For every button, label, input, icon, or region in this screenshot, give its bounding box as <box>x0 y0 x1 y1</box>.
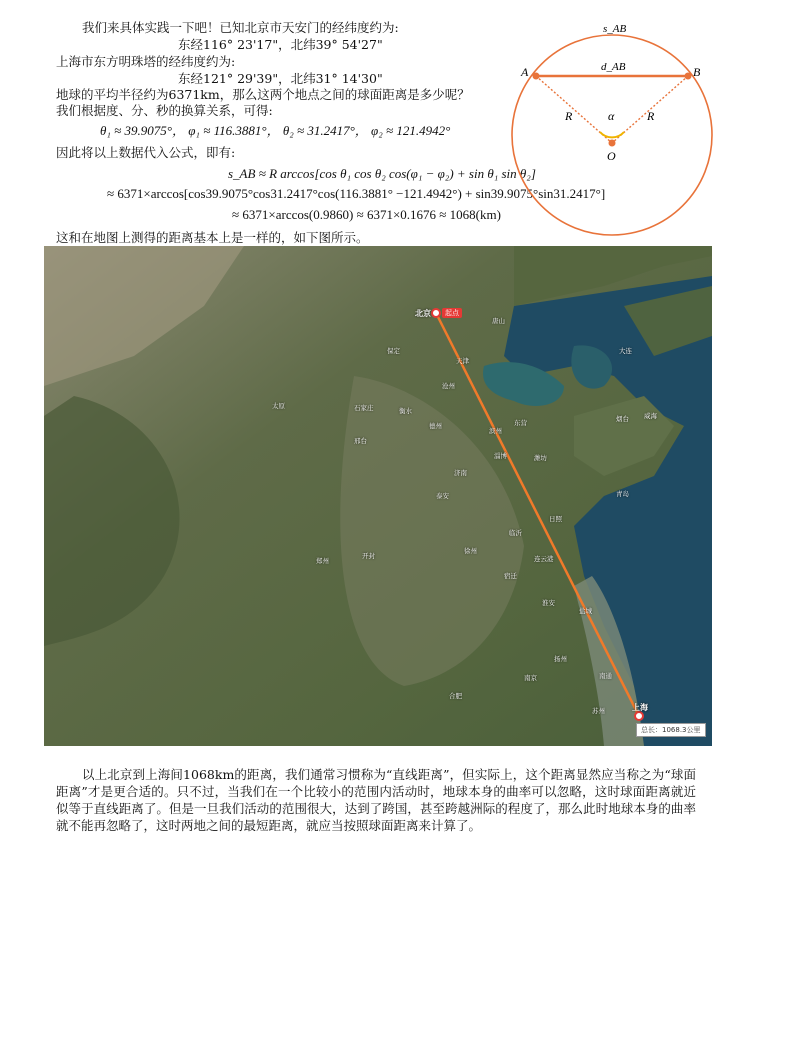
distance-badge: 总长：1068.3公里 <box>636 723 706 737</box>
city-label: 衡水 <box>399 407 412 415</box>
city-label: 威海 <box>644 412 657 420</box>
point-o <box>609 140 616 147</box>
formula-line-1: s_AB ≈ R arccos[cos θ₁ cos θ₂ cos(φ₁ − φ₂) + sin θ₁ sin θ₂] <box>228 166 536 181</box>
city-label: 潍坊 <box>534 454 547 462</box>
city-label: 淮安 <box>542 599 555 607</box>
sphere-distance-diagram <box>505 18 720 238</box>
intro-line-8: 因此将以上数据代入公式，即有: <box>56 145 236 160</box>
city-label: 德州 <box>429 422 442 430</box>
start-marker <box>432 309 440 317</box>
beijing-label: 北京 <box>415 309 431 318</box>
intro-line-12: 这和在地图上测得的距离基本上是一样的，如下图所示。 <box>56 230 369 245</box>
city-label: 开封 <box>362 552 375 560</box>
label-dab: d_AB <box>601 61 626 73</box>
city-label: 滨州 <box>489 427 502 435</box>
beijing-coordinates: 东经116° 23'17"，北纬39° 54'27" <box>178 37 383 52</box>
city-label: 宿迁 <box>504 572 517 580</box>
converted-values: θ₁ ≈ 39.9075°， φ₁ ≈ 116.3881°， θ₂ ≈ 31.2417°， φ₂ ≈ 121.4942° <box>100 123 451 138</box>
city-label: 青岛 <box>616 490 629 498</box>
city-label: 泰安 <box>436 492 449 500</box>
city-label: 大连 <box>619 347 632 355</box>
city-label: 合肥 <box>449 692 462 700</box>
city-label: 南京 <box>524 674 537 682</box>
city-label: 邢台 <box>354 437 367 445</box>
label-r-left: R <box>565 109 573 123</box>
city-label: 石家庄 <box>354 404 374 412</box>
label-r-right: R <box>647 109 655 123</box>
intro-line-6: 我们根据度、分、秒的换算关系，可得: <box>56 103 273 118</box>
city-label: 济南 <box>454 469 467 477</box>
city-label: 临沂 <box>509 529 522 537</box>
city-label: 沧州 <box>442 382 455 390</box>
intro-line-3: 上海市东方明珠塔的经纬度约为: <box>56 54 236 69</box>
city-label: 东营 <box>514 419 527 427</box>
satellite-map <box>44 246 712 746</box>
city-label: 盐城 <box>579 607 592 615</box>
label-o: O <box>607 149 616 163</box>
city-label: 日照 <box>549 515 562 523</box>
start-badge: 起点 <box>442 308 462 318</box>
city-label: 唐山 <box>492 317 505 325</box>
city-label: 苏州 <box>592 707 605 715</box>
label-alpha: α <box>608 109 615 123</box>
shanghai-coordinates: 东经121° 29'39"，北纬31° 14'30" <box>178 71 383 86</box>
conclusion-paragraph: 以上北京到上海间1068km的距离，我们通常习惯称为“直线距离”，但实际上，这个距离显然应当称之为“球面距离”才是更合适的。只不过，当我们在一个比较小的范围内活动时，地球本身的曲率可以忽略，这时球面距离就近似等于直线距离了。但是一旦我们活动的范围很大，达到了跨国，甚至跨越洲际的程度了，那么此时地球本身的曲率就不能再忽略了，这时两地之间的最短距离，就应当按照球面距离来计算了。 <box>56 767 696 833</box>
intro-line-1: 我们来具体实践一下吧！已知北京市天安门的经纬度约为: <box>82 20 399 35</box>
formula-line-2: ≈ 6371×arccos[cos39.9075°cos31.2417°cos(116.3881° −121.4942°) + sin39.9075°sin31.2417°] <box>107 186 606 201</box>
city-label: 淄博 <box>494 452 507 460</box>
label-a: A <box>521 65 529 79</box>
city-label: 天津 <box>456 357 469 365</box>
intro-line-5: 地球的平均半径约为6371km，那么这两个地点之间的球面距离是多少呢？ <box>56 87 470 102</box>
city-label: 徐州 <box>464 547 477 555</box>
city-label: 保定 <box>387 347 400 355</box>
city-label: 太原 <box>272 402 285 410</box>
city-label: 扬州 <box>554 655 567 663</box>
city-label: 南通 <box>599 672 612 680</box>
angle-arc <box>600 132 624 137</box>
shanghai-label: 上海 <box>632 703 648 712</box>
point-b <box>685 73 692 80</box>
city-label: 烟台 <box>616 415 629 423</box>
point-a <box>533 73 540 80</box>
label-b: B <box>693 65 701 79</box>
end-marker <box>635 712 643 720</box>
city-label: 郑州 <box>316 557 329 565</box>
label-sab: s_AB <box>603 23 627 35</box>
formula-line-3: ≈ 6371×arccos(0.9860) ≈ 6371×0.1676 ≈ 1068(km) <box>232 207 501 222</box>
city-label: 连云港 <box>534 555 554 563</box>
